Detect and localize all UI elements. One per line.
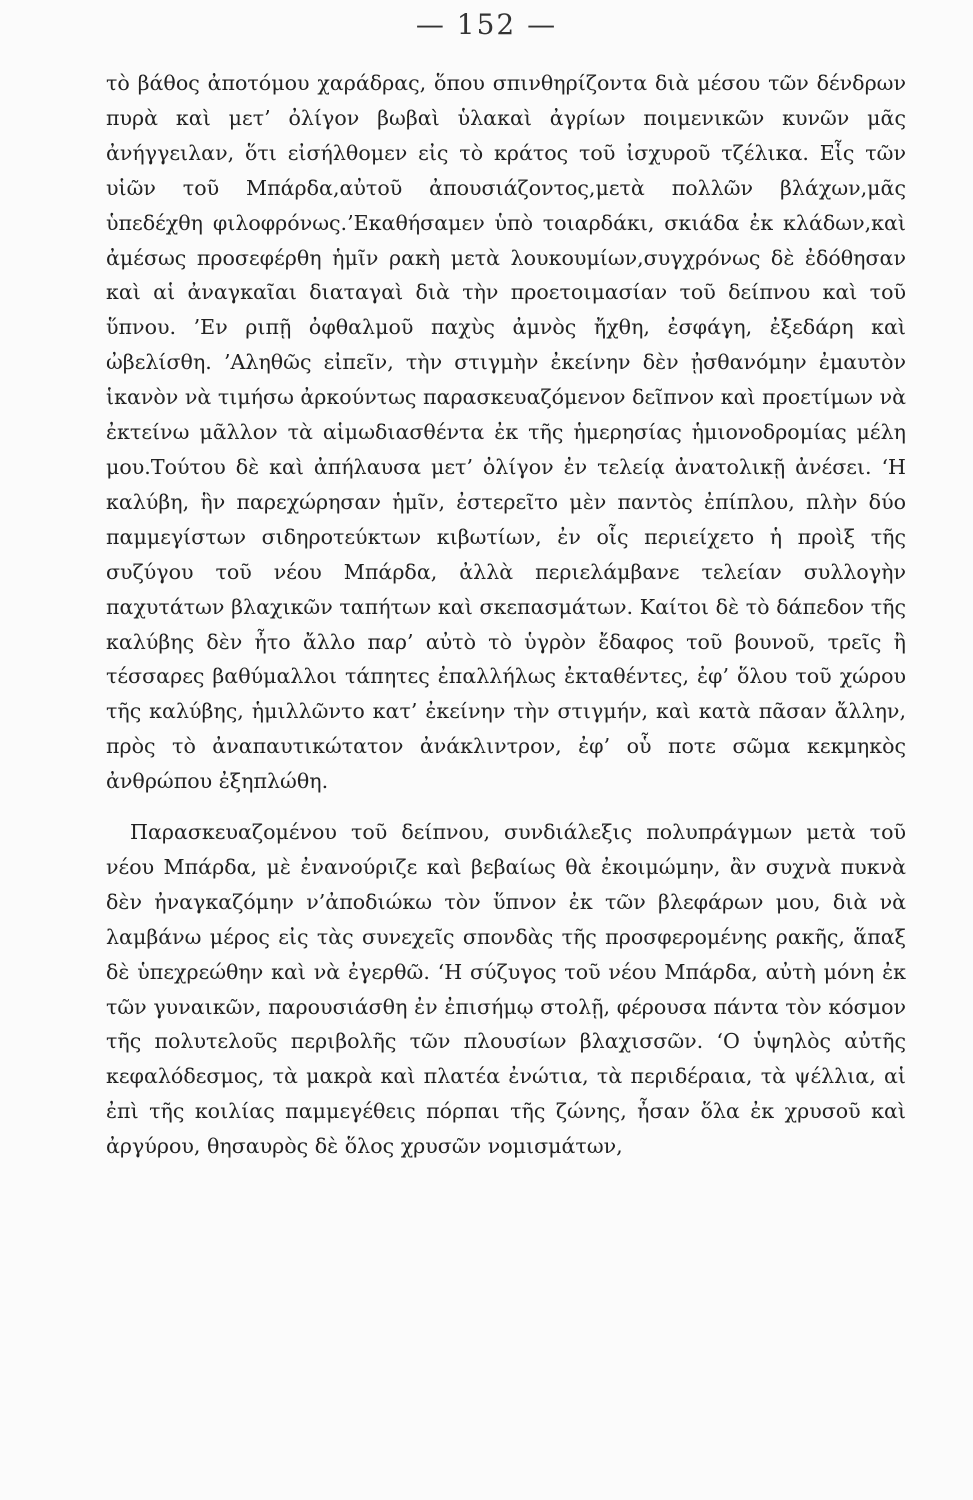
paragraph-2: Παρασκευαζομένου τοῦ δείπνου, συνδιάλεξις πολυπράγμων μετὰ τοῦ νέου Μπάρδα, μὲ ἐνανούριζε καὶ βεβαίως θὰ ἐκοιμώμην, ἂν συχνὰ πυκνὰ δὲν ἠναγκαζόμην ν’ἀποδιώκω τὸν ὕπνον ἐκ τῶν βλεφάρων μου, διὰ νὰ λαμβάνω μέρος εἰς τὰς συνεχεῖς σπονδὰς τῆς προσφερομένης ρακῆς, ἅπαξ δὲ ὑπεχρεώθην καὶ νὰ ἐγερθῶ. ‘Η σύζυγος τοῦ νέου Μπάρδα, αὐτὴ μόνη ἐκ τῶν γυναικῶν, παρουσιάσθη ἐν ἐπισήμῳ στολῇ, φέρουσα πάντα τὸν κόσμον τῆς πολυτελοῦς περιβολῆς τῶν πλουσίων βλαχισσῶν. ‘Ο ὑψηλὸς αὐτῆς κεφαλόδεσμος, τὰ μακρὰ καὶ πλατέα ἐνώτια, τὰ περιδέραια, τὰ ψέλλια, αἱ ἐπὶ τῆς κοιλίας παμμεγέθεις πόρπαι τῆς ζώνης, ἦσαν ὅλα ἐκ χρυσοῦ καὶ ἀργύρου, θησαυρὸς δὲ ὅλος χρυσῶν νομισμάτων, bbox=[106, 820, 906, 1159]
body-text bbox=[106, 66, 906, 1164]
page-number: — 152 — bbox=[415, 8, 558, 41]
paragraph-gap bbox=[106, 799, 906, 815]
paragraph-1: τὸ βάθος ἀποτόμου χαράδρας, ὅπου σπινθηρίζοντα διὰ μέσου τῶν δένδρων πυρὰ καὶ μετ’ ὀλίγον βωβαὶ ὑλακαὶ ἀγρίων ποιμενικῶν κυνῶν μᾶς ἀνήγγειλαν, ὅτι εἰσήλθομεν εἰς τὸ κράτος τοῦ ἰσχυροῦ τζέλικα. Εἷς τῶν υἱῶν τοῦ Μπάρδα,αὐτοῦ ἀπουσιάζοντος,μετὰ πολλῶν βλάχων,μᾶς ὑπεδέχθη φιλοφρόνως.’Εκαθήσαμεν ὑπὸ τοιαρδάκι, σκιάδα ἐκ κλάδων,καὶ ἀμέσως προσεφέρθη ἡμῖν ρακὴ μετὰ λουκουμίων,συγχρόνως δὲ ἐδόθησαν καὶ αἱ ἀναγκαῖαι διαταγαὶ διὰ τὴν προετοιμασίαν τοῦ δείπνου καὶ τοῦ ὕπνου. ’Εν ριπῇ ὀφθαλμοῦ παχὺς ἀμνὸς ἤχθη, ἐσφάγη, ἐξεδάρη καὶ ὠβελίσθη. ’Αληθῶς εἰπεῖν, τὴν στιγμὴν ἐκείνην δὲν ᾐσθανόμην ἐμαυτὸν ἱκανὸν νὰ τιμήσω ἀρκούντως παρασκευαζόμενον δεῖπνον καὶ προετίμων νὰ ἐκτείνω μᾶλλον τὰ αἱμωδιασθέντα ἐκ τῆς ἡμερησίας ἡμιονοδρομίας μέλη μου.Τούτου δὲ καὶ ἀπήλαυσα μετ’ ὀλίγον ἐν τελείᾳ ἀνατολικῇ ἀνέσει. ‘Η καλύβη, ἣν παρεχώρησαν ἡμῖν, ἐστερεῖτο μὲν παντὸς ἐπίπλου, πλὴν δύο παμμεγίστων σιδηροτεύκτων κιβωτίων, ἐν οἷς περιείχετο ἡ προὶξ τῆς συζύγου τοῦ νέου Μπάρδα, ἀλλὰ περιελάμβανε τελείαν συλλογὴν παχυτάτων βλαχικῶν ταπήτων καὶ σκεπασμάτων. Καίτοι δὲ τὸ δάπεδον τῆς καλύβης δὲν ἦτο ἄλλο παρ’ αὐτὸ τὸ ὑγρὸν ἔδαφος τοῦ βουνοῦ, τρεῖς ἢ τέσσαρες βαθύμαλλοι τάπητες ἐπαλλήλως ἐκταθέντες, ἐφ’ ὅλου τοῦ χώρου τῆς καλύβης, ἡμιλλῶντο κατ’ ἐκείνην τὴν στιγμήν, καὶ κατὰ πᾶσαν ἄλλην, πρὸς τὸ ἀναπαυτικώτατον ἀνάκλιντρον, ἐφ’ οὗ ποτε σῶμα κεκμηκὸς ἀνθρώπου ἐξηπλώθη. bbox=[106, 71, 906, 794]
